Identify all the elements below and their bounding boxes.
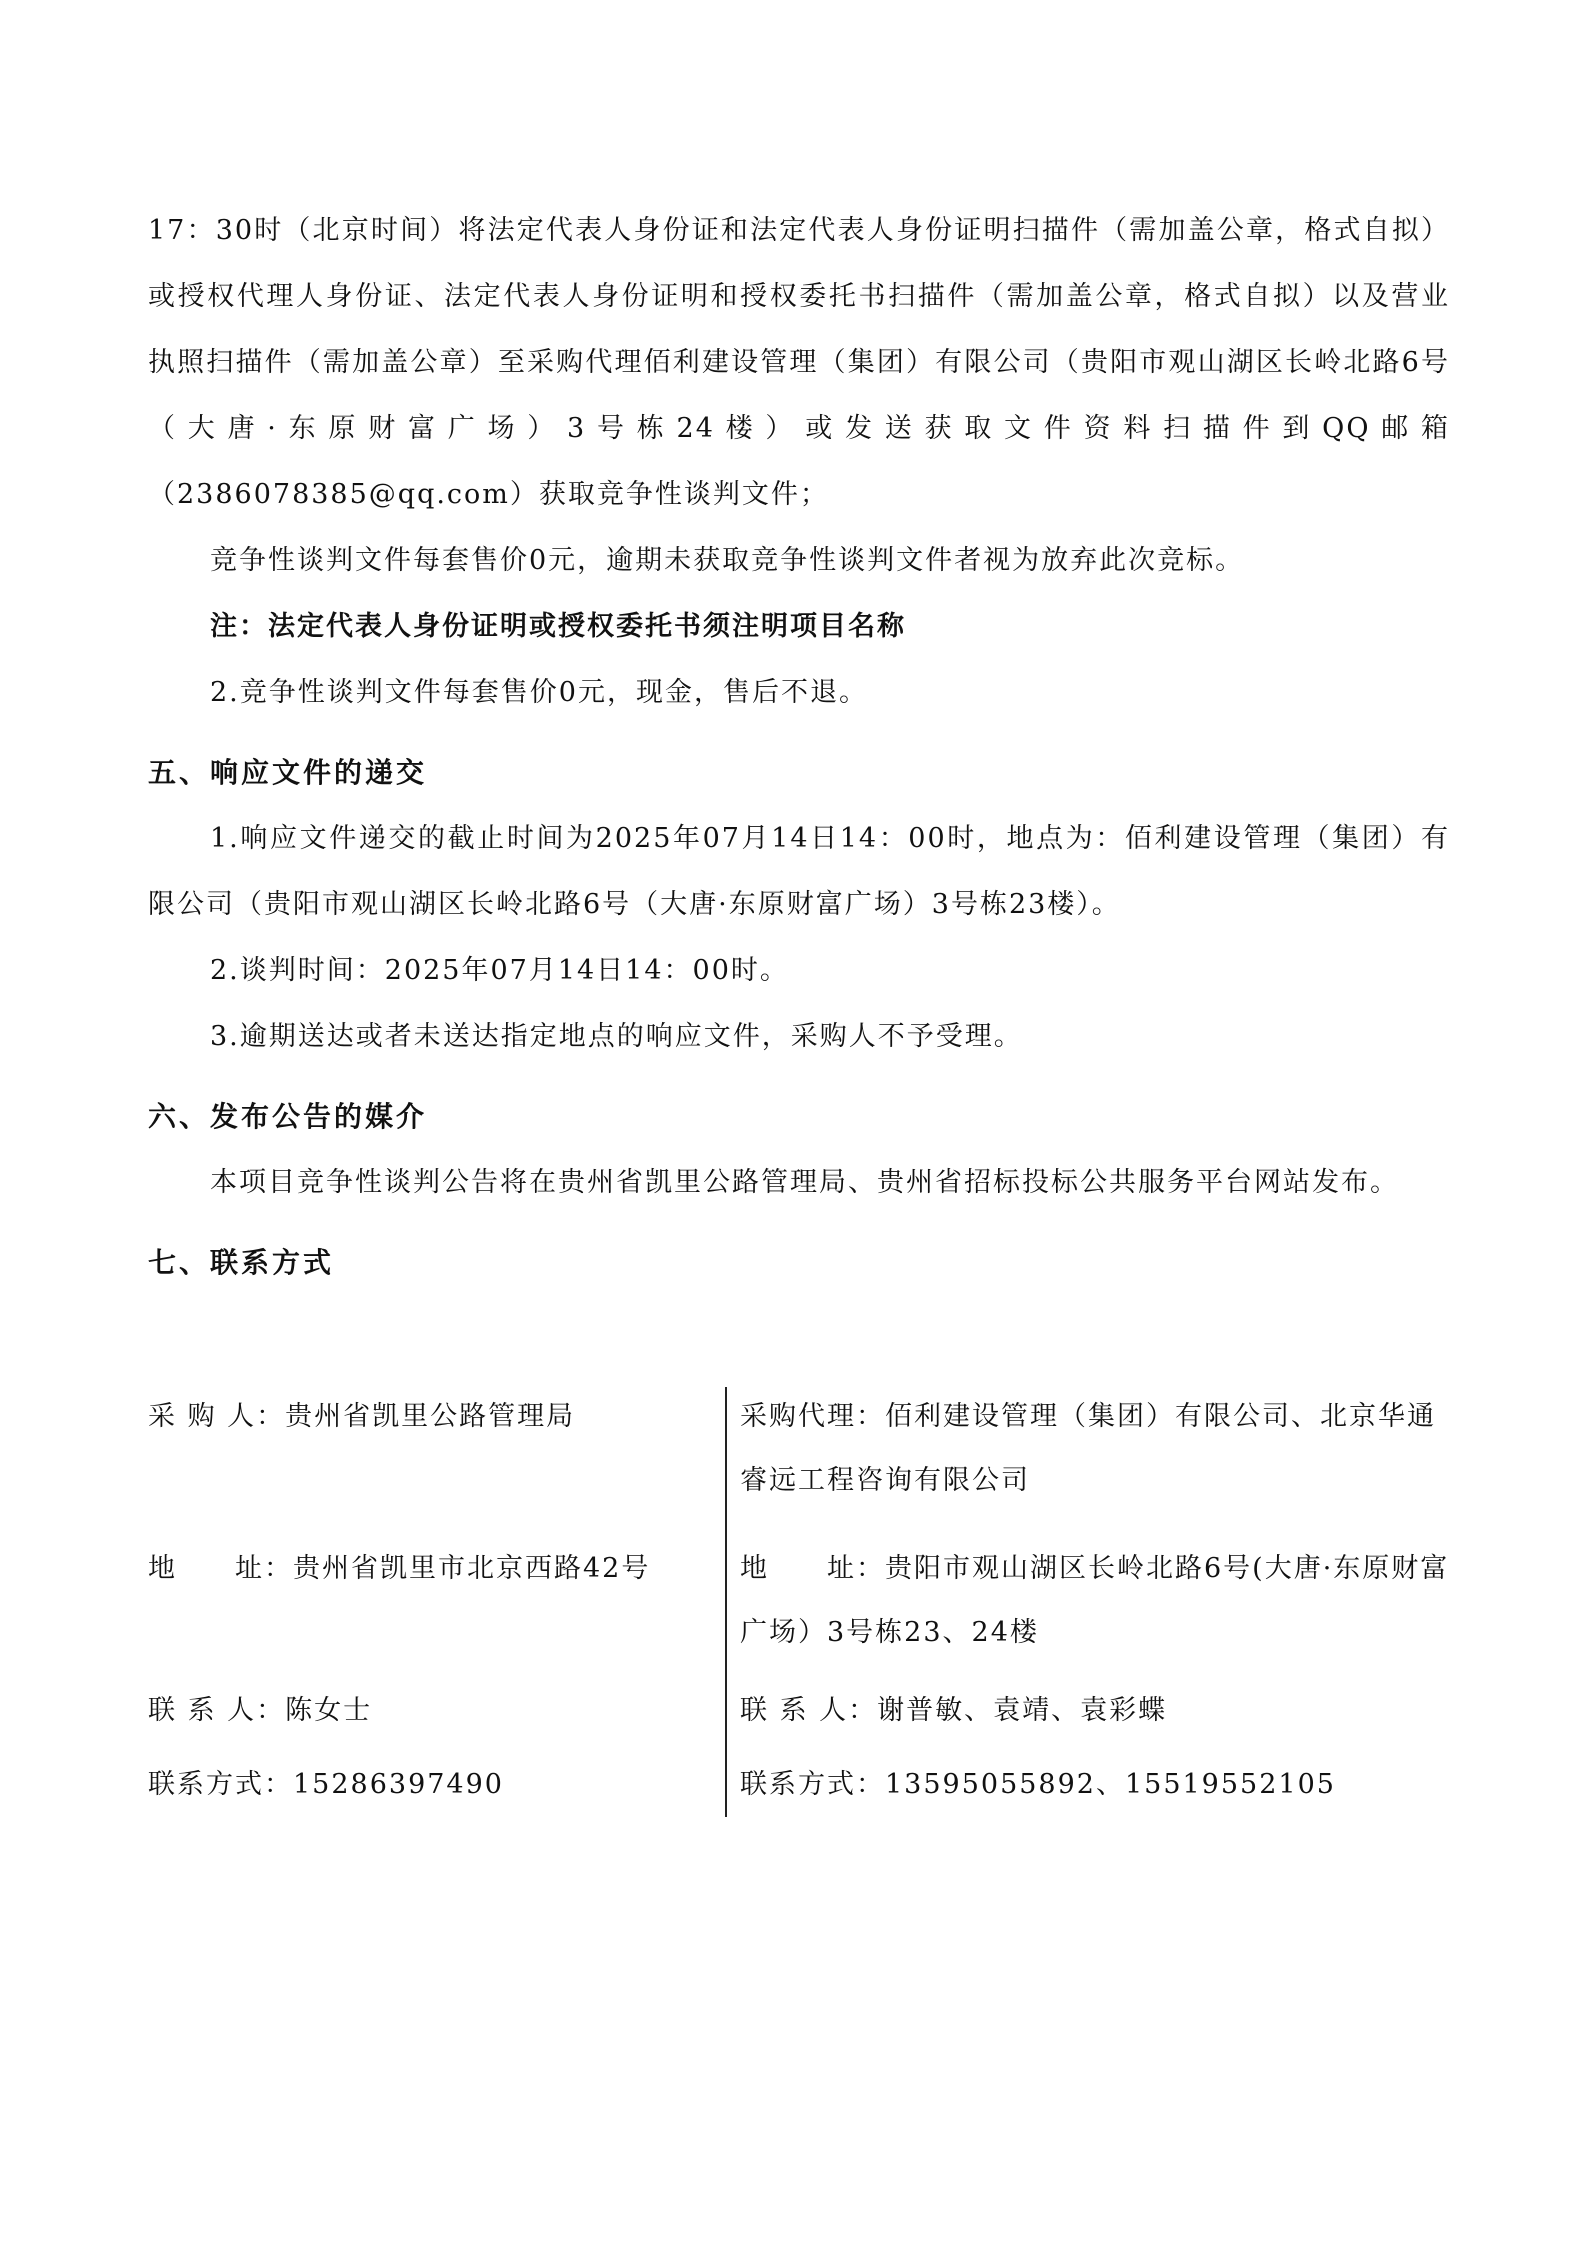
section-5-item-3: 3.逾期送达或者未送达指定地点的响应文件，采购人不予受理。 xyxy=(210,1021,1023,1052)
intro-note: 注：法定代表人身份证明或授权委托书须注明项目名称 xyxy=(210,611,906,642)
buyer-contact-label: 联 系 人： xyxy=(148,1695,286,1726)
intro-paragraph-2: 竞争性谈判文件每套售价0元，逾期未获取竞争性谈判文件者视为放弃此次竞标。 xyxy=(210,545,1245,576)
agent-phone-value: 13595055892、15519552105 xyxy=(885,1769,1336,1800)
buyer-value: 贵州省凯里公路管理局 xyxy=(285,1401,576,1432)
section-7-heading: 七、联系方式 xyxy=(148,1246,335,1279)
agent-address-row xyxy=(740,1537,1450,1665)
agent-contact-row xyxy=(740,1679,1450,1743)
buyer-label: 采 购 人： xyxy=(148,1401,286,1432)
contact-table xyxy=(148,1375,1450,1827)
buyer-phone-label: 联系方式： xyxy=(148,1769,293,1800)
buyer-phone-value: 15286397490 xyxy=(293,1769,504,1800)
agent-address-label: 地 址： xyxy=(740,1553,885,1584)
buyer-address-value: 贵州省凯里市北京西路42号 xyxy=(293,1553,651,1584)
agent-label: 采购代理： xyxy=(740,1401,885,1432)
buyer-address-label: 地 址： xyxy=(148,1553,293,1584)
buyer-contact-row xyxy=(148,1679,708,1743)
buyer-contact-value: 陈女士 xyxy=(285,1695,373,1726)
column-divider xyxy=(725,1387,727,1817)
intro-paragraph-1: 17：30时（北京时间）将法定代表人身份证和法定代表人身份证明扫描件（需加盖公章，格式自拟）或授权代理人身份证、法定代表人身份证明和授权委托书扫描件（需加盖公章，格式自拟）以及营业执照扫描件（需加盖公章）至采购代理佰利建设管理（集团）有限公司（贵阳市观山湖区长岭北路6号（大唐·东原财富广场）3号栋24楼）或发送获取文件资料扫描件到QQ邮箱（2386078385@qq.com）获取竞争性谈判文件； xyxy=(148,215,1450,510)
section-5-heading: 五、响应文件的递交 xyxy=(148,756,428,789)
agent-phone-row xyxy=(740,1753,1450,1817)
agent-address-value: 贵阳市观山湖区长岭北路6号(大唐·东原财富广场）3号栋23、24楼 xyxy=(740,1553,1450,1648)
agent-contact-label: 联 系 人： xyxy=(740,1695,878,1726)
agent-value: 佰利建设管理（集团）有限公司、北京华通睿远工程咨询有限公司 xyxy=(740,1401,1436,1496)
buyer-phone-row xyxy=(148,1753,708,1817)
section-5-item-1: 1.响应文件递交的截止时间为2025年07月14日14：00时，地点为：佰利建设管理（集团）有限公司（贵阳市观山湖区长岭北路6号（大唐·东原财富广场）3号栋23楼）。 xyxy=(148,823,1450,920)
section-6-text: 本项目竞争性谈判公告将在贵州省凯里公路管理局、贵州省招标投标公共服务平台网站发布。 xyxy=(210,1167,1399,1198)
agent-contact-value: 谢普敏、袁靖、袁彩蝶 xyxy=(877,1695,1168,1726)
agent-phone-label: 联系方式： xyxy=(740,1769,885,1800)
section-6-heading: 六、发布公告的媒介 xyxy=(148,1100,428,1133)
intro-paragraph-3: 2.竞争性谈判文件每套售价0元，现金，售后不退。 xyxy=(210,677,868,708)
document-body xyxy=(148,198,1450,1296)
section-5-item-2: 2.谈判时间：2025年07月14日14：00时。 xyxy=(210,955,789,986)
buyer-row xyxy=(148,1385,708,1449)
buyer-address-row xyxy=(148,1537,708,1601)
agent-row xyxy=(740,1385,1450,1513)
